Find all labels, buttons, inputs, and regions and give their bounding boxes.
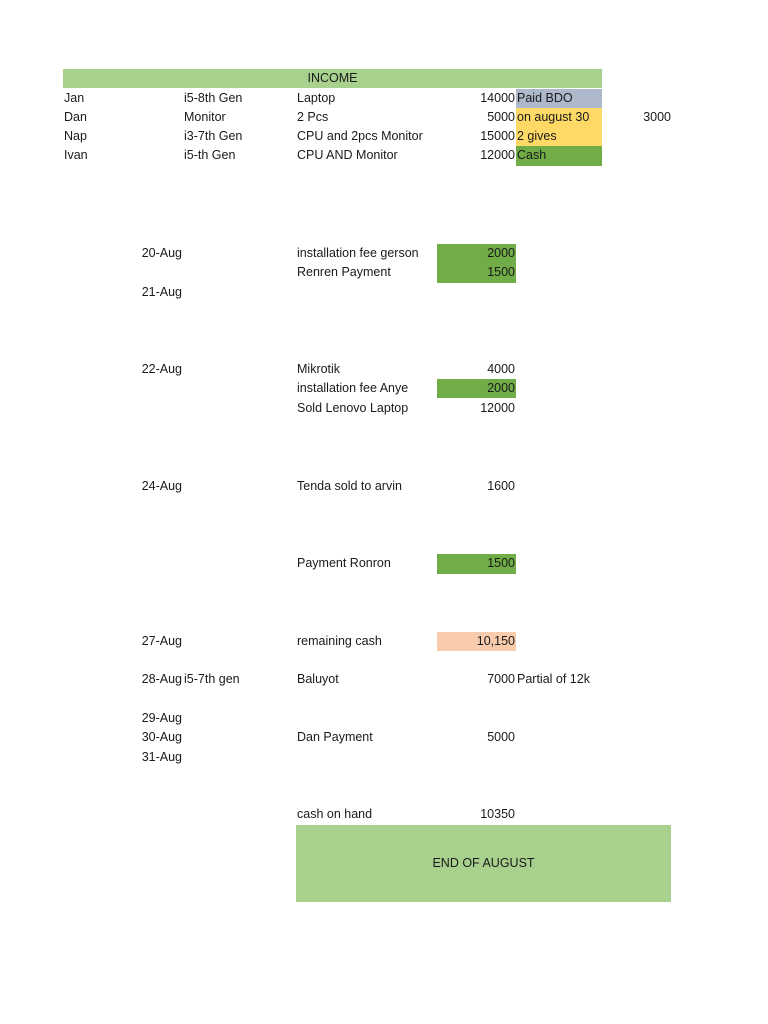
income-amount: 12000 [480,148,515,162]
ledger-desc: remaining cash [297,634,382,648]
ledger-spec: i5-7th gen [184,672,240,686]
income-amount: 5000 [487,110,515,124]
cash-on-hand-value: 10350 [480,807,515,821]
ledger-date: 22-Aug [141,362,182,376]
income-note: on august 30 [517,110,590,124]
ledger-date: 29-Aug [141,711,182,725]
ledger-amount: 5000 [487,730,515,744]
income-header-label: INCOME [307,71,358,85]
ledger-desc: Baluyot [297,672,339,686]
income-amount: 14000 [480,91,515,105]
income-name: Jan [64,91,85,105]
ledger-amount: 1600 [487,479,515,493]
income-amount: 15000 [480,129,515,143]
ledger-amount: 12000 [480,401,515,415]
ledger-desc: installation fee Anye [297,381,409,395]
ledger-desc: Dan Payment [297,730,373,744]
ledger-date: 24-Aug [141,479,182,493]
ledger-amount: 2000 [487,246,515,260]
ledger-date: 30-Aug [141,730,182,744]
ledger-date: 27-Aug [141,634,182,648]
ledger-desc: Mikrotik [297,362,341,376]
income-name: Nap [64,129,87,143]
ledger-amount: 10,150 [476,634,515,648]
income-note: 2 gives [517,129,557,143]
income-item: CPU and 2pcs Monitor [297,129,423,143]
end-of-month-label: END OF AUGUST [432,856,535,870]
ledger-amount: 1500 [487,265,515,279]
income-spec: i5-8th Gen [184,91,243,105]
ledger-desc: Sold Lenovo Laptop [297,401,409,415]
ledger-desc: installation fee gerson [297,246,419,260]
income-item: 2 Pcs [297,110,329,124]
ledger-date: 20-Aug [141,246,182,260]
ledger-amount: 1500 [487,556,515,570]
income-note: Paid BDO [517,91,573,105]
income-item: CPU AND Monitor [297,148,398,162]
income-extra: 3000 [643,110,671,124]
ledger-amount: 7000 [487,672,515,686]
ledger-amount: 2000 [487,381,515,395]
ledger-desc: Payment Ronron [297,556,391,570]
ledger-desc: Tenda sold to arvin [297,479,402,493]
ledger-date: 21-Aug [141,285,182,299]
cash-on-hand-label: cash on hand [297,807,373,821]
end-of-month-banner [296,825,671,902]
ledger-amount: 4000 [487,362,515,376]
income-spec: i5-th Gen [184,148,236,162]
ledger-desc: Renren Payment [297,265,391,279]
income-note: Cash [517,148,547,162]
income-name: Ivan [64,148,88,162]
ledger-note: Partial of 12k [517,672,590,686]
income-header [63,69,602,88]
income-spec: Monitor [184,110,226,124]
income-item: Laptop [297,91,336,105]
income-spec: i3-7th Gen [184,129,243,143]
income-name: Dan [64,110,87,124]
ledger-date: 31-Aug [141,750,182,764]
ledger-date: 28-Aug [141,672,182,686]
